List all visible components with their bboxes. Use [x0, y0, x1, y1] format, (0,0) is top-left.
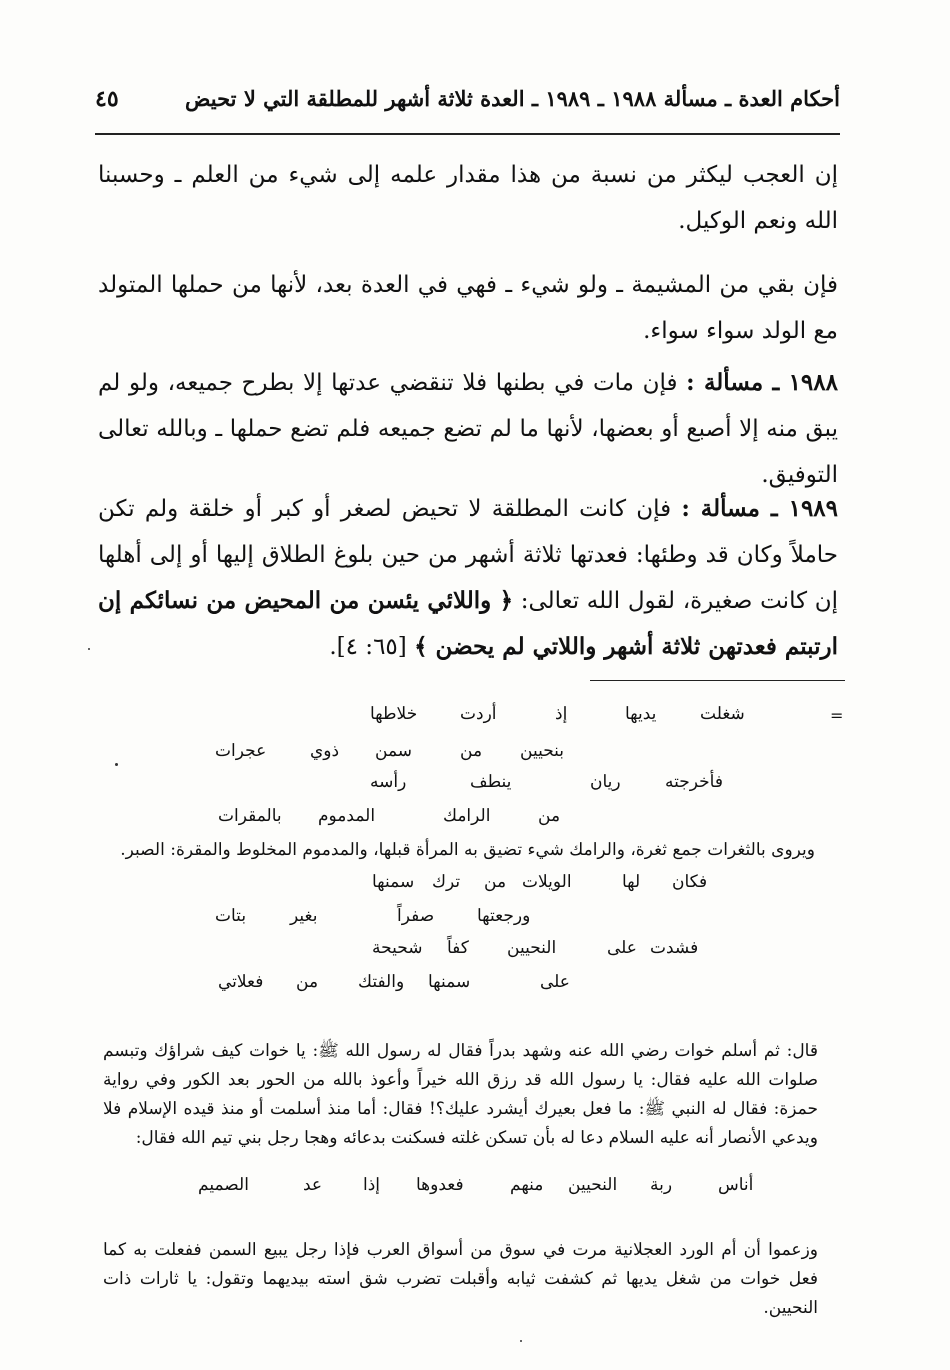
verse-word: والفتك [358, 972, 405, 992]
verse-word: كفاً [447, 938, 469, 958]
verse-word: سمن [375, 741, 413, 761]
verse-word: رأسه [370, 772, 407, 792]
verse-word: عجرات [215, 741, 267, 761]
verse-word: الصميم [198, 1175, 249, 1195]
verse-word: أردت [460, 704, 497, 724]
verse-word: ريان [590, 772, 621, 792]
verse-word: بنحيين [520, 741, 565, 761]
footnote-prose-1: قال: ثم أسلم خوات رضي الله عنه وشهد بدراً فقال له رسول الله ﷺ: يا خوات كيف شراؤك وتبسم صلوات الله عليه فقال: يا رسول الله قد رزق الله خيراً وأعوذ بالله من الحور بعد الكور وفي رواية حمزة: فقال له النبي ﷺ: ما فعل بعيرك أيشرد عليك؟! فقال: أما منذ أسلمت أو منذ قيده الإسلام فلا ويدعي الأنصار أنه عليه السلام دعا له بأن تسكن غلته فسكنت بدعائه وهجا رجل بني تيم الله فقال: [103, 1041, 818, 1148]
verse-word: النحيين [507, 938, 557, 958]
verse-word: شحيحة [372, 938, 423, 958]
verse-word: فعدوها [416, 1175, 464, 1195]
verse-word: شغلت [700, 704, 745, 724]
scan-speck [88, 648, 90, 650]
verse-word: المدموم [318, 806, 376, 826]
scan-speck [115, 763, 118, 766]
paragraph-issue-1989 [98, 486, 838, 670]
verse-word: صفراً [397, 906, 435, 926]
verse-word: من [296, 972, 319, 992]
verse-word: النحيين [568, 1175, 618, 1195]
verse-word: فشدت [650, 938, 699, 958]
verse-word: ربة [650, 1175, 673, 1195]
header-rule [95, 133, 840, 135]
verse-word: بتات [215, 906, 247, 926]
verse-word: عد [303, 1175, 323, 1195]
page-number: ٤٥ [95, 86, 119, 112]
quran-verse: ﴿ واللائي يئسن من المحيض من نسائكم إن ارتبتم فعدتهن ثلاثة أشهر واللاتي لم يحضن ﴾ [98, 587, 838, 660]
verse-word: على [607, 938, 637, 958]
verse-word: إذ [555, 704, 568, 724]
running-head: أحكام العدة ـ مسألة ١٩٨٨ ـ ١٩٨٩ ـ العدة ثلاثة أشهر للمطلقة التي لا تحيض [185, 86, 840, 111]
verse-word: سمنها [372, 872, 415, 892]
issue-1989-heading: ١٩٨٩ ـ مسألة : [681, 495, 839, 522]
verse-word: ترك [432, 872, 461, 892]
verse-word: فأخرجته [665, 772, 723, 792]
verse-word: منهم [510, 1175, 544, 1195]
verse-word: أناس [718, 1175, 754, 1195]
verse-word: الويلات [522, 872, 572, 892]
verse-word: ورجعتها [477, 906, 531, 926]
footnote-prose-2: وزعموا أن أم الورد العجلانية مرت في سوق من أسواق العرب فإذا رجل يبيع السمن ففعلت به كما فعل خوات من شغل يديها ثم كشفت ثيابه وأقبلت تضرب شق استه بيديهما وتقول: يا ثارات ذات النحيين. [103, 1240, 818, 1318]
verse-word: بالمقرات [218, 806, 282, 826]
paragraph-1: إن العجب ليكثر من نسبة من هذا مقدار علمه إلى شيء من العلم ـ وحسبنا الله ونعم الوكيل. [98, 162, 838, 234]
issue-1988-heading: ١٩٨٨ ـ مسألة : [686, 369, 838, 396]
verse-word: من [538, 806, 561, 826]
verse-word: من [460, 741, 483, 761]
verse-word: خلاطها [370, 704, 418, 724]
verse-word: على [540, 972, 570, 992]
verse-word: بغير [290, 906, 318, 926]
quran-reference: [٦٥: ٤]. [329, 634, 415, 660]
verse-word: إذا [363, 1175, 381, 1195]
verse-word: يديها [625, 704, 657, 724]
footnote-rule [590, 680, 845, 681]
verse-word: لها [622, 872, 641, 892]
scan-speck [520, 1340, 522, 1342]
paragraph-issue-1988 [98, 360, 838, 498]
issue-1988-text: فإن مات في بطنها فلا تنقضي عدتها إلا بطرح جميعه، ولو لم يبق منه إلا أصبع أو بعضها، لأنها ما لم تضع جميعه فلم تضع حملها ـ وبالله تعالى التوفيق. [98, 370, 838, 488]
issue-1989-text: فإن كانت المطلقة لا تحيض لصغر أو كبر أو خلقة ولم تكن حاملاً وكان قد وطئها: فعدتها ثلاثة أشهر من حين بلوغ الطلاق إليها أو إلى أهلها إن كانت صغيرة، لقول الله تعالى: [98, 496, 838, 614]
paragraph-2: فإن بقي من المشيمة ـ ولو شيء ـ فهي في العدة بعد، لأنها من حملها المتولد مع الولد سواء سواء. [98, 272, 838, 344]
verse-word: فعلاتي [218, 972, 264, 992]
verse-word: ينطف [470, 772, 512, 792]
verse-word: الرامك [443, 806, 491, 826]
verse-word: فكان [672, 872, 708, 892]
verse-word: من [484, 872, 507, 892]
footnote-gloss: ويروى بالثغرات جمع ثغرة، والرامك شيء تضيق به المرأة قبلها، والمدموم المخلوط والمقرة: الصبر. [120, 840, 815, 860]
footnote-continuation-mark: = [830, 706, 844, 725]
verse-word: سمنها [428, 972, 471, 992]
verse-word: ذوي [310, 741, 340, 761]
